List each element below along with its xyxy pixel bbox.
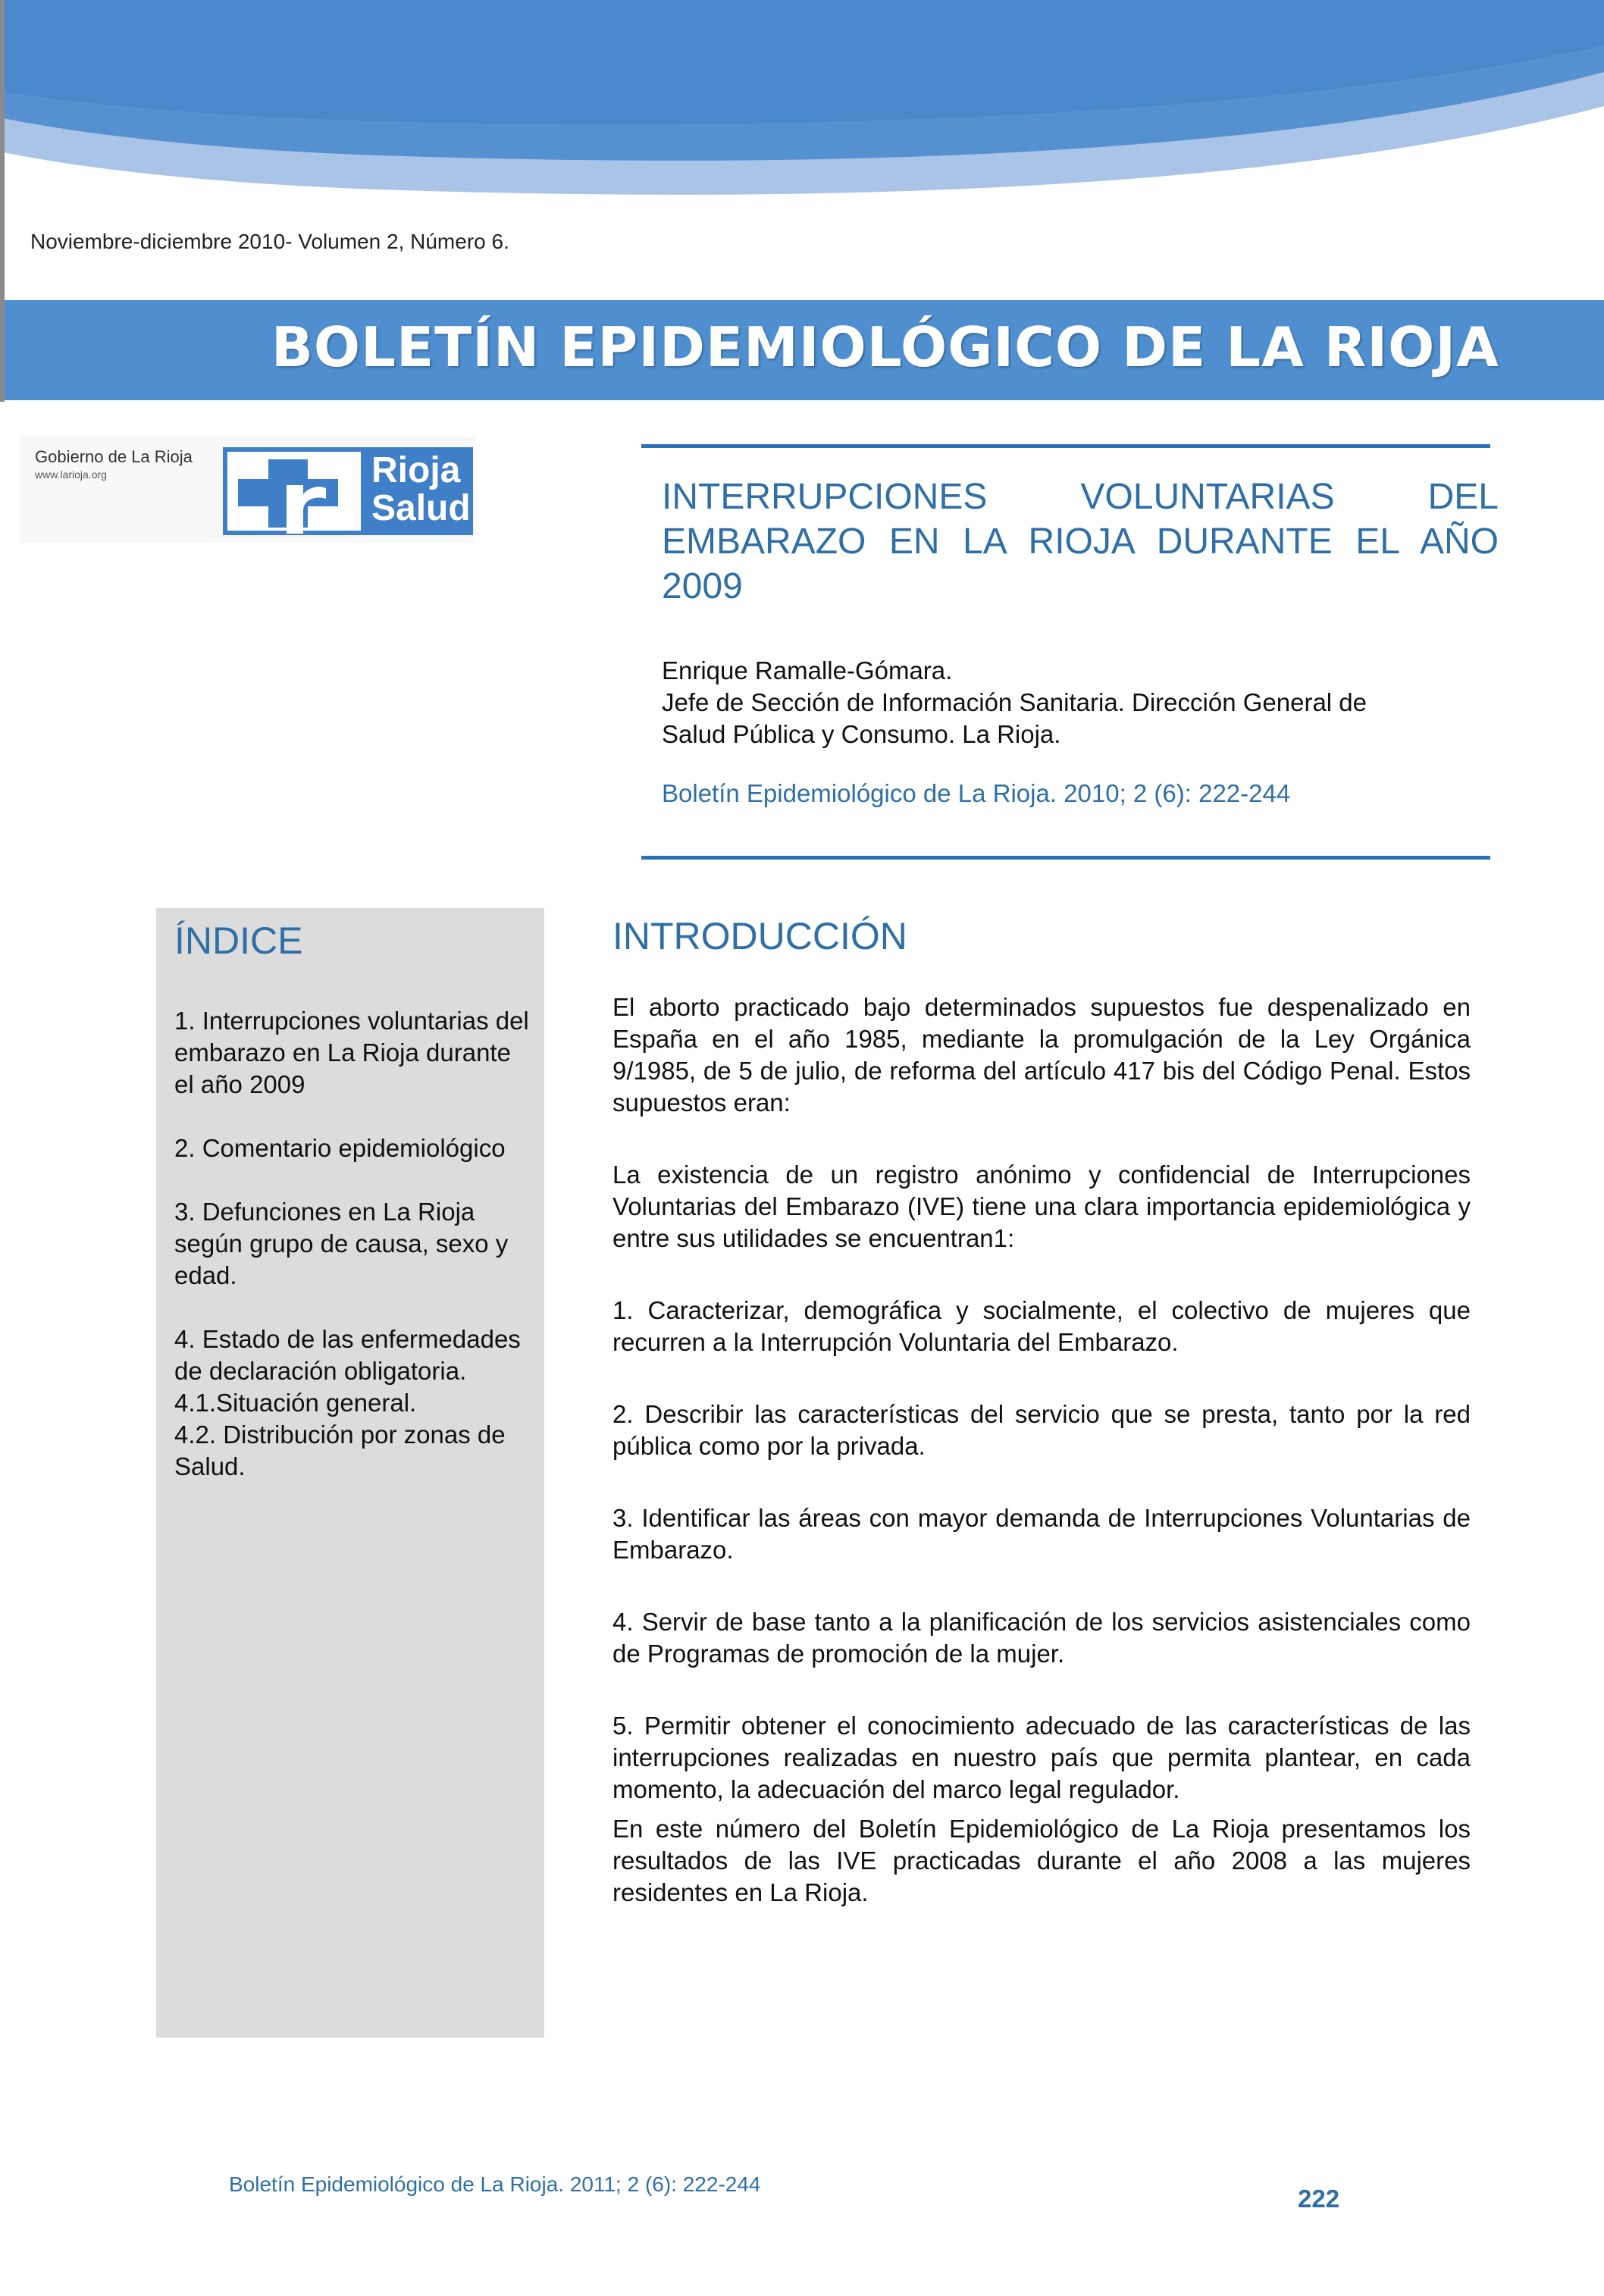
index-subitem: 4.2. Distribución por zonas de Salud. [174, 1421, 506, 1480]
list-item: 5. Permitir obtener el conocimiento adecuado de las características de las interrupciones realizadas en nuestro país que permita plantear, en cada momento, la adecuación del marco legal regulador. [612, 1712, 1471, 1803]
index-item: 3. Defunciones en La Rioja según grupo de causa, sexo y edad. [174, 1198, 509, 1289]
list-item: 2. Describir las características del servicio que se presta, tanto por la red pública como por la privada. [612, 1400, 1471, 1460]
logos-area [20, 437, 475, 543]
list-item: 3. Identificar las áreas con mayor demanda de Interrupciones Voluntarias de Embarazo. [612, 1504, 1471, 1564]
author-role-line2: Salud Pública y Consumo. La Rioja. [662, 720, 1061, 748]
bottom-rule [641, 856, 1490, 860]
author-block [662, 655, 1367, 750]
article-title: INTERRUPCIONES VOLUNTARIAS DEL EMBARAZO EN LA RIOJA DURANTE EL AÑO 2009 [662, 477, 1499, 606]
index-item: 2. Comentario epidemiológico [174, 1134, 506, 1162]
footer-citation: Boletín Epidemiológico de La Rioja. 2011; 2 (6): 222-244 [229, 2172, 761, 2196]
list-item: 1. Caracterizar, demográfica y socialmente, el colectivo de mujeres que recurren a la Interrupción Voluntaria del Embarazo. [612, 1296, 1471, 1356]
introduction-body [612, 991, 1471, 1949]
page-number: 222 [1298, 2185, 1340, 2213]
index-sidebar [156, 908, 544, 2038]
rioja-salud-wordmark: Rioja Salud [371, 450, 471, 528]
government-url: www.larioja.org [35, 468, 107, 481]
paragraph: En este número del Boletín Epidemiológico de La Rioja presentamos los resultados de las IVE practicadas durante el año 2008 a las mujeres residentes en La Rioja. [612, 1815, 1471, 1906]
list-item: 4. Servir de base tanto a la planificación de los servicios asistenciales como de Programas de promoción de la mujer. [612, 1608, 1471, 1668]
government-logo-text: Gobierno de La Rioja [35, 447, 193, 466]
paragraph: El aborto practicado bajo determinados supuestos fue despenalizado en España en el año 1985, mediante la promulgación de la Ley Orgánica 9/1985, de 5 de julio, de reforma del artículo 417 bis del Código Penal. Estos supuestos eran: [612, 993, 1471, 1117]
introduction-section [612, 908, 1471, 1906]
header-wave-graphic [0, 0, 1604, 212]
paragraph: La existencia de un registro anónimo y confidencial de Interrupciones Voluntarias del Embarazo (IVE) tiene una clara importancia epidemiológica y entre sus utilidades se encuentran1: [612, 1161, 1471, 1252]
index-item: 1. Interrupciones voluntarias del embarazo en La Rioja durante el año 2009 [174, 1007, 529, 1098]
article-citation: Boletín Epidemiológico de La Rioja. 2010; 2 (6): 222-244 [662, 779, 1291, 807]
index-item: 4. Estado de las enfermedades de declaración obligatoria. [174, 1325, 521, 1385]
bulletin-title: BOLETÍN EPIDEMIOLÓGICO DE LA RIOJA [271, 315, 1499, 379]
author-name: Enrique Ramalle-Gómara. [662, 656, 953, 684]
rioja-salud-logo [223, 447, 473, 535]
issue-info: Noviembre-diciembre 2010- Volumen 2, Número 6. [30, 230, 509, 253]
author-role-line1: Jefe de Sección de Información Sanitaria. Dirección General de [662, 688, 1367, 716]
introduction-heading: INTRODUCCIÓN [612, 915, 907, 957]
index-subitem: 4.1.Situación general. [174, 1389, 417, 1417]
bulletin-title-band [5, 300, 1604, 400]
top-rule [641, 444, 1490, 448]
index-heading: ÍNDICE [174, 919, 303, 962]
index-list [174, 1005, 531, 1483]
article-header [641, 444, 1499, 860]
